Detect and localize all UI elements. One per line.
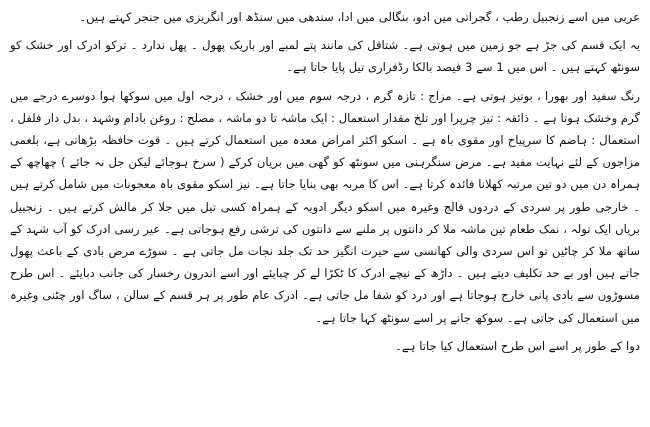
paragraph-properties-uses: رنگ سفید اور بھورا ، بوتیز ہوتی ہے۔ مزاج : تازہ گرم ، درجہ سوم میں اور خشک ، درجہ اول میں سوکھا ہوا دوسرے درجے میں گرم وخشک ہوتا ہے ۔ ذائقہ : تیز چرپرا اور تلخ مقدار استعمال : ایک ماشہ تا دو ماشہ ، مصلح : روغن بادام وشہد ، بدل دار فلفل ، استعمال : ہاضم کا سرپیاح اور مقوی باہ ہے ۔ اسکو اکثر امراض معدہ میں استعمال کرتے ہیں ۔ قوت حافظہ بڑھاتی ہے، بلغمی مزاجوں کے لئے نہایت مفید ہے۔ مرض سنگرہنی میں سونٹھ کو گھی میں بریاں کرکے ( سرخ ہوجائے لیکن جل نہ جائے ) چھاچھ کے ہمراہ دن میں دو تین مرتبہ کھلانا فائدہ کرتا ہے۔ اس کا مربہ بھی بنایا جاتا ہے۔ نیز اسکو مقوی باہ معجونات میں شامل کرتے ہیں ۔ خارجی طور پر سردی کے دردوں فالج وغیرہ میں اسکو دیگر ادویہ کے ہمراہ کسی تیل میں جلا کر مالش کرتے ہیں ۔ زنجبیل بریاں ایک تولہ ، نمک طعام تین ماشہ ملا کر دانتوں پر ملنے سے دانتوں کی ترشی رفع ہوجاتی ہے۔ عیر رسی ادرک کو آب شہد کے ساتھ ملا کر چاٹیں تو اس سردی والی کھانسی سے حیرت انگیز حد تک جلد نجات مل جاتی ہے ۔ سوڑے مرض بادی کے باعث پھول جاتے ہیں اور بے حد تکلیف دیتے ہیں ۔ داڑھ کے نیچے ادرک کا ٹکڑا لے کر چبایئے اور اسے اندرون رخسار کی جانب دبایئے ۔ اس طرح مسوڑوں سے بادی پانی خارج ہوجاتا ہے اور درد کو شفا مل جاتی ہے۔ ادرک عام طور پر ہر قسم کے سالن ، ساگ اور چٹنی وغیرہ میں استعمال کی جاتی ہے۔ سوکھ جانے پر اسے سونٹھ کہا جاتا ہے۔ [10, 88, 640, 325]
paragraph-names: عربی میں اسے زنجبیل رطب ، گجراتی میں ادو، بنگالی میں ادا، سندھی میں سنڈھ اور انگریزی میں جنجر کہتے ہیں۔ [79, 10, 640, 24]
paragraph-description: یہ ایک قسم کی جڑ ہے جو زمین میں ہوتی ہے۔ شتاقل کی مانند پتے لمبے اور باریک پھول ۔ پھل ندارد ۔ ترکو ادرک اور خشک کو سونٹھ کہتے ہیں ۔ اس میں 1 سے 3 فیصد بالکا رڈفراری تیل پایا جاتا ہے۔ [10, 38, 640, 75]
paragraph-usage-intro: دوا کے طور پر اسے اس طرح استعمال کیا جاتا ہے۔ [395, 338, 640, 353]
